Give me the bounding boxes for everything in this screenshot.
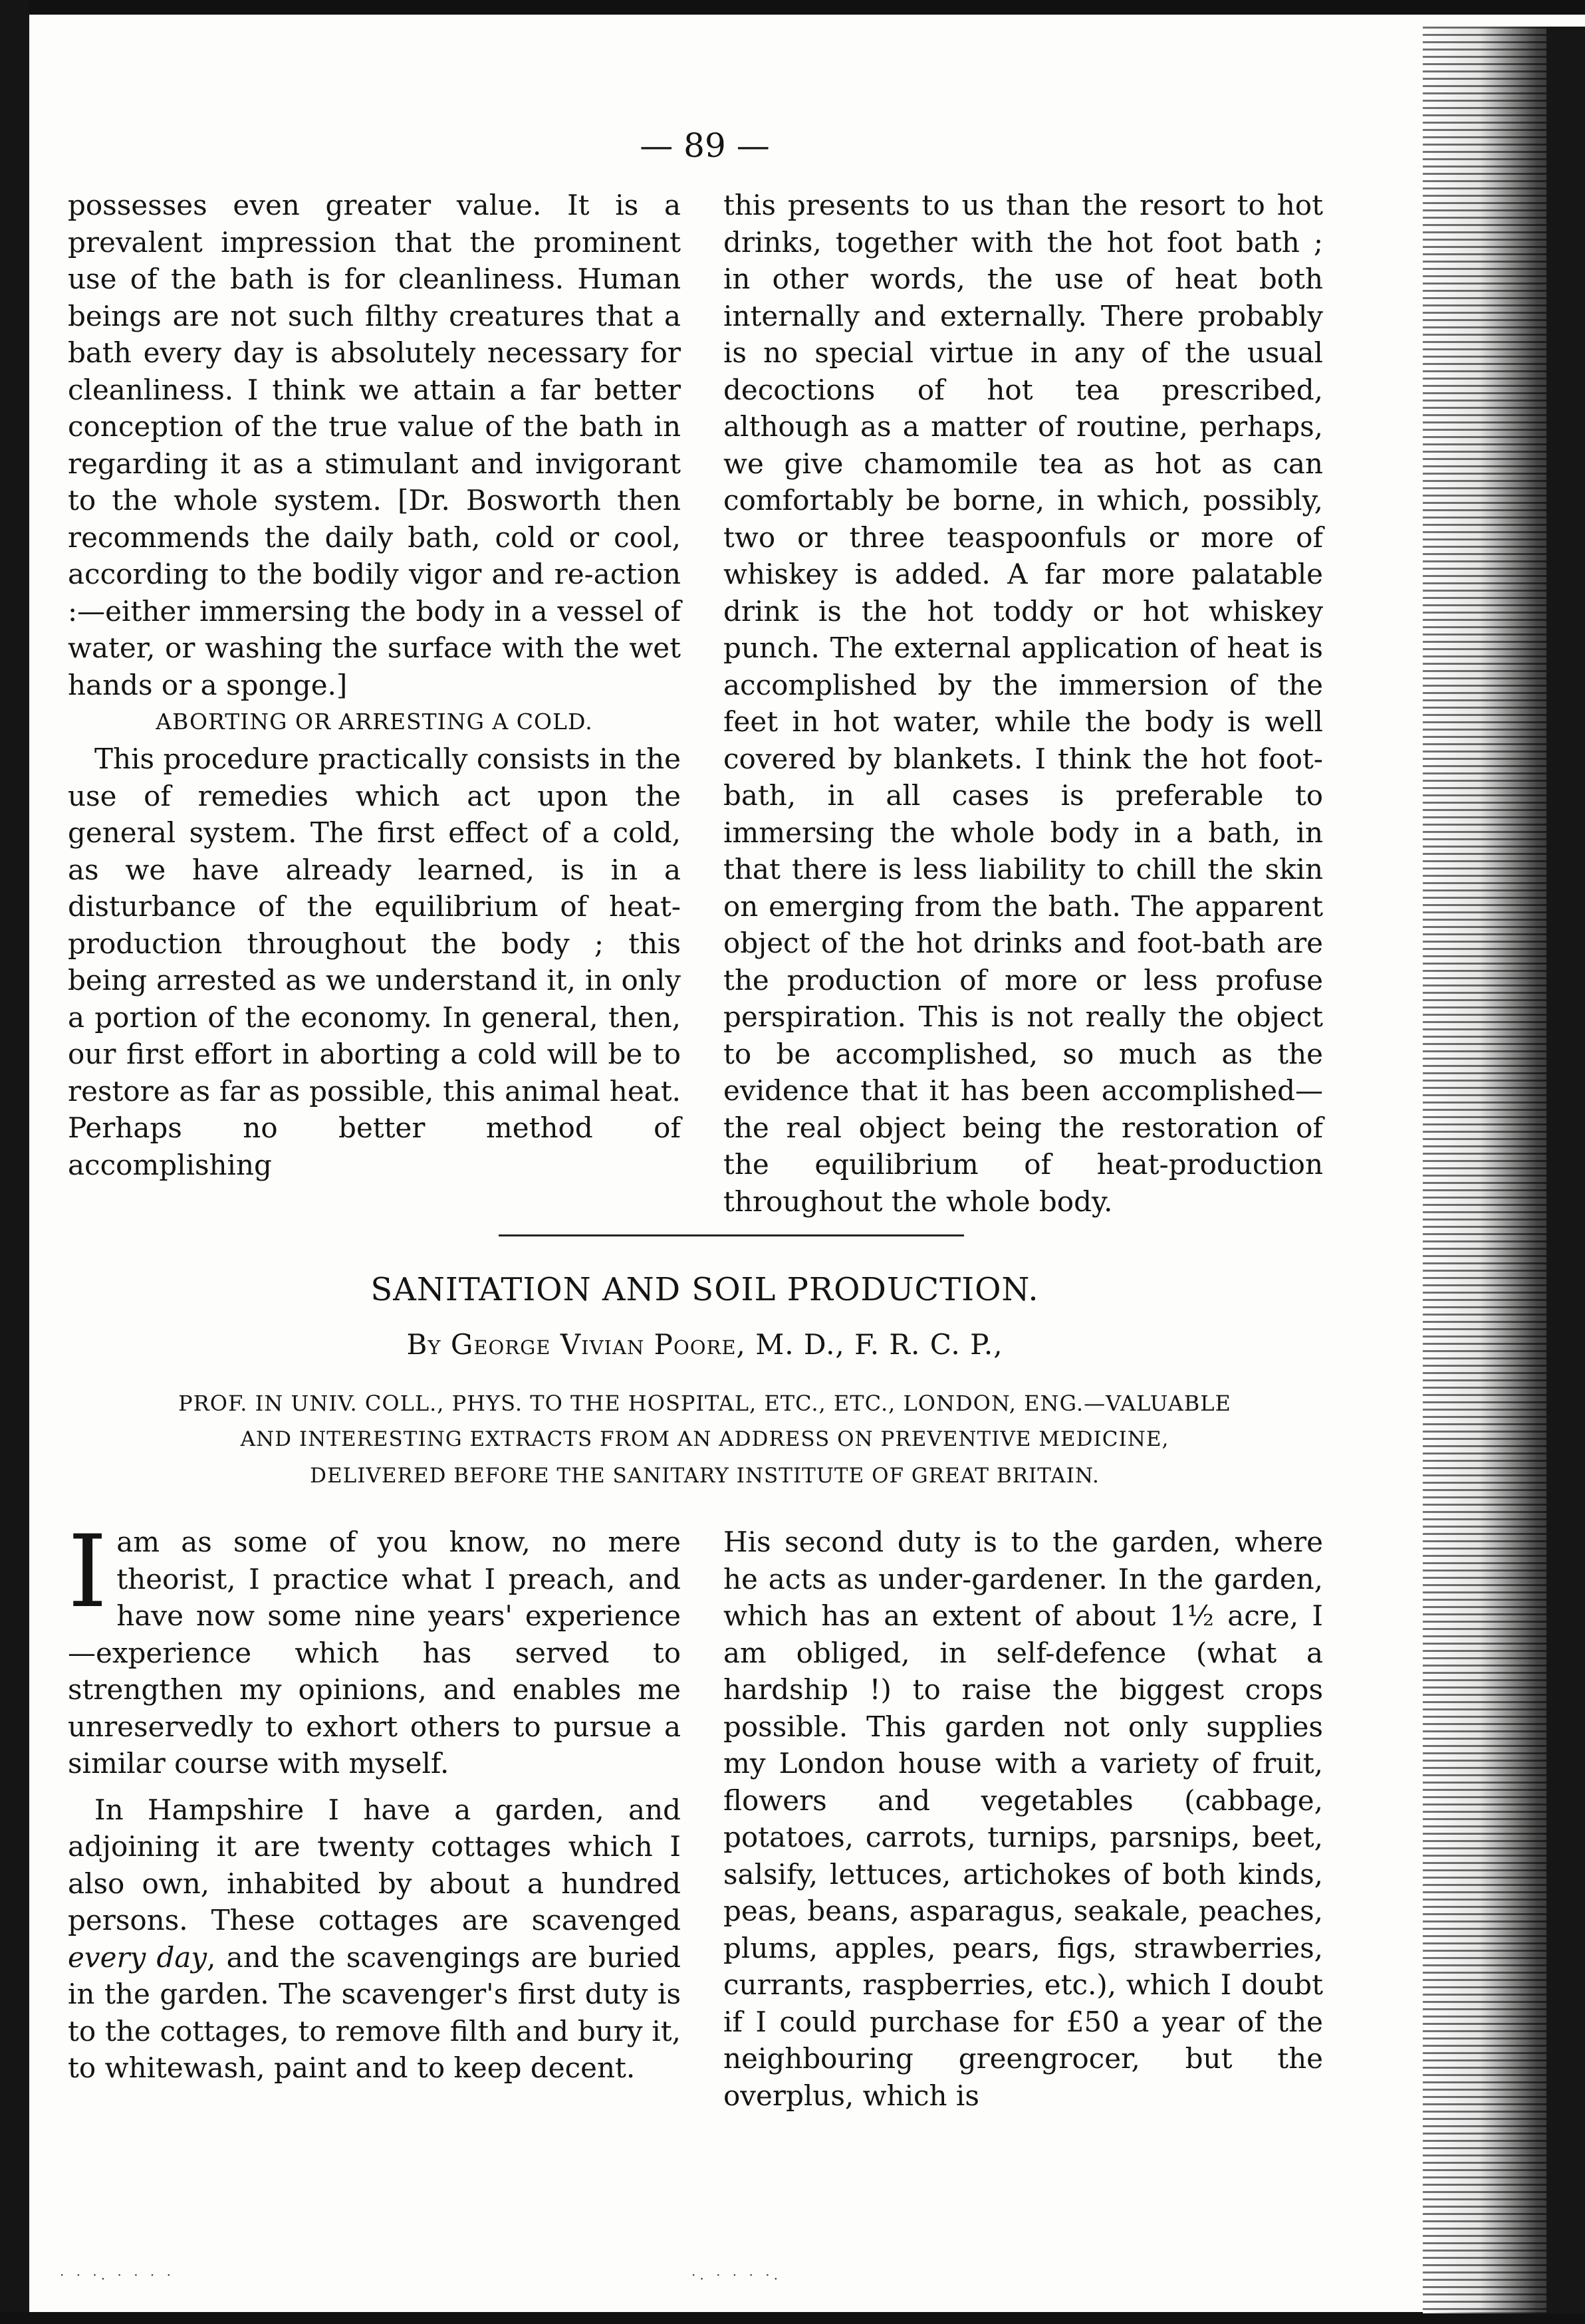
author-affiliation-line: DELIVERED BEFORE THE SANITARY INSTITUTE OF GREAT BRITAIN. xyxy=(310,1464,1100,1488)
bottom-right-column xyxy=(723,1524,1323,2114)
top-left-column xyxy=(68,187,681,1183)
scan-page-edge-right xyxy=(1423,27,1585,2313)
paragraph: This procedure practically consists in the use of remedies which act upon the general system. The first effect of a cold, as we have already learned, is in a disturbance of the equilibrium of heat-production throughout the body ; this being arrested as we understand it, in only a portion of the economy. In general, then, our first effort in aborting a cold will be to restore as far as possible, this animal heat. Perhaps no better method of accomplishing xyxy=(68,743,681,1181)
scan-noise: ·. · · · ·. xyxy=(691,2267,782,2283)
paragraph: His second duty is to the garden, where he acts as under-gardener. In the garden, which has an extent of about 1½ acre, I am obliged, in self-defence (what a hardship !) to raise the biggest crops possible. This garden not only supplies my London house with a variety of fruit, flowers and vegetables (cabbage, potatoes, carrots, turnips, parsnips, beet, salsify, lettuces, artichokes of both kinds, peas, beans, asparagus, seakale, peaches, plums, apples, pears, figs, strawberries, currants, raspberries, etc.), which I doubt if I could purchase for £50 a year of the neighbouring greengrocer, but the overplus, which is xyxy=(723,1526,1323,2112)
paragraph xyxy=(68,1792,681,2087)
author-affiliation-line: PROF. IN UNIV. COLL., PHYS. TO THE HOSPITAL, ETC., ETC., LONDON, ENG.—VALUABLE xyxy=(178,1391,1231,1416)
paragraph xyxy=(68,1514,681,1782)
page-number: — 89 — xyxy=(640,126,770,165)
paragraph-text: , and the scavengings are buried in the garden. The scavenger's first duty is to the cottages, to remove filth and bury it, to whitewash, paint and to keep decent. xyxy=(68,1940,681,2084)
paragraph: this presents to us than the resort to hot drinks, together with the hot foot bath ; in other words, the use of heat both internally and externally. There probably is no special virtue in any of the usual decoctions of hot tea prescribed, although as a matter of routine, perhaps, we give chamomile tea as hot as can comfortably be borne, in which, possibly, two or three teaspoonfuls or more of whiskey is added. A far more palatable drink is the hot toddy or hot whiskey punch. The external application of heat is accomplished by the immersion of the feet in hot water, while the body is well covered by blankets. I think the hot foot-bath, in all cases is preferable to immersing the whole body in a bath, in that there is less liability to chill the skin on emerging from the bath. The apparent object of the hot drinks and foot-bath are the production of more or less profuse perspiration. This is not really the object to be accomplished, so much as the evidence that it has been accomplished—the real object being the restoration of the equilibrium of heat-production throughout the whole body. xyxy=(723,189,1323,1218)
paragraph-text: am as some of you know, no mere theorist, I practice what I preach, and have now some nine years' experience —experience which has served to strengthen my opinions, and enables me unreservedly to exhort others to pursue a similar course with myself. xyxy=(68,1526,681,1780)
paragraph: possesses even greater value. It is a prevalent impression that the prominent use of the bath is for cleanliness. Human beings are not such filthy creatures that a bath every day is absolutely necessary for cleanliness. I think we attain a far better conception of the true value of the bath in regarding it as a stimulant and invigorant to the whole system. [Dr. Bosworth then recommends the daily bath, cold or cool, according to the bodily vigor and re-action :—either immersing the body in a vessel of water, or washing the surface with the wet hands or a sponge.] xyxy=(68,189,681,701)
article-divider-rule xyxy=(499,1234,964,1236)
section-heading: ABORTING OR ARRESTING A COLD. xyxy=(156,709,593,735)
bottom-left-column xyxy=(68,1514,681,2087)
scan-noise: · · ·. · · · · xyxy=(60,2267,176,2283)
scan-border-top xyxy=(0,0,1585,15)
scan-border-bottom xyxy=(0,2312,1585,2324)
article-byline: By George Vivian Poore, M. D., F. R. C. P., xyxy=(406,1328,1003,1361)
scan-border-left xyxy=(0,0,29,2324)
paragraph-text: In Hampshire I have a garden, and adjoining it are twenty cottages which I also own, inhabited by about a hundred persons. These cottages are scavenged xyxy=(68,1793,681,1936)
top-right-column xyxy=(723,187,1323,1220)
author-affiliation-line: AND INTERESTING EXTRACTS FROM AN ADDRESS ON PREVENTIVE MEDICINE, xyxy=(240,1427,1169,1451)
drop-cap: I xyxy=(68,1514,108,1630)
italic-emphasis: every day xyxy=(68,1940,207,1974)
article-title: SANITATION AND SOIL PRODUCTION. xyxy=(370,1271,1039,1308)
